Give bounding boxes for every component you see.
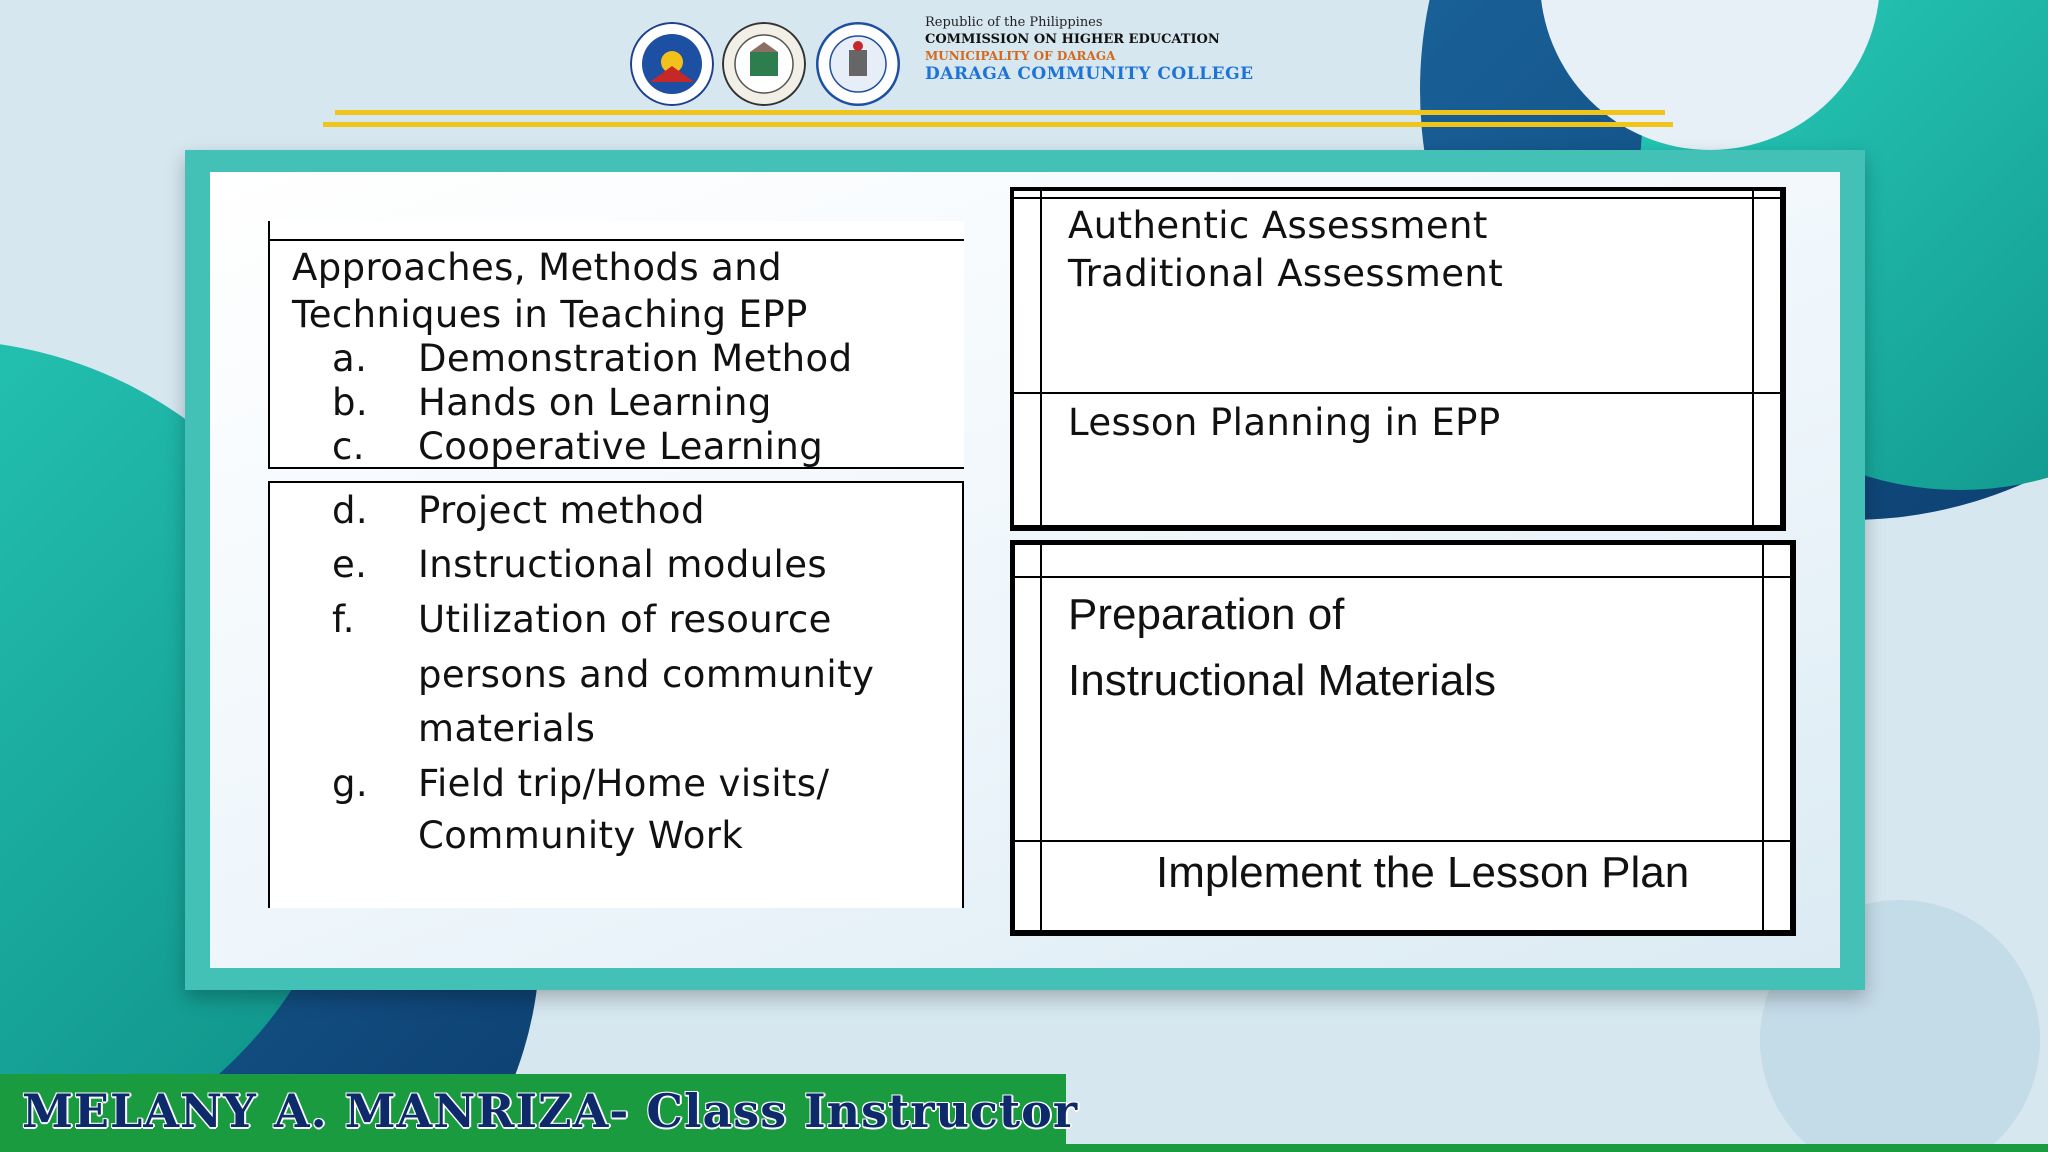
methods-title-line1: Approaches, Methods and [292,246,782,289]
assessment-box [1010,187,1786,531]
methods-title-line2: Techniques in Teaching EPP [292,293,808,336]
gold-divider-bottom [323,122,1673,127]
college-seal-icon [816,22,900,106]
rule [1752,187,1754,531]
item-letter: d. [332,489,369,532]
rule [1010,840,1796,842]
rule [268,239,964,241]
header [0,0,2048,130]
item-instructional-modules: Instructional modules [418,543,828,586]
lesson-planning: Lesson Planning in EPP [1068,401,1501,444]
item-hands-on: Hands on Learning [418,381,772,424]
rule [1010,187,1786,191]
rule [1010,930,1796,936]
municipality-seal-icon [722,22,806,106]
rule [1780,187,1786,531]
ched-seal-icon [630,22,714,106]
item-resource-line3: materials [418,707,596,750]
traditional-assessment: Traditional Assessment [1068,252,1504,295]
rule [1790,540,1796,936]
materials-box [1010,540,1796,936]
rule [1762,540,1764,936]
methods-box-bottom [268,481,964,908]
rule [1010,540,1015,936]
rule [1010,197,1786,199]
item-letter: f. [332,598,355,641]
republic-line: Republic of the Philippines [925,15,1103,30]
methods-box-top [268,221,964,469]
item-cooperative: Cooperative Learning [418,425,824,468]
implement-lesson-plan: Implement the Lesson Plan [1156,848,1690,897]
rule [268,221,270,469]
footer-strip [1066,1144,2048,1152]
item-project-method: Project method [418,489,705,532]
municipality-line: MUNICIPALITY OF DARAGA [925,49,1116,63]
item-letter: e. [332,543,368,586]
item-field-trip-line2: Community Work [418,814,744,857]
header-text [925,16,1254,83]
item-resource-line2: persons and community [418,653,875,696]
item-letter: g. [332,762,369,805]
rule [1010,525,1786,531]
rule [1010,392,1786,394]
item-field-trip-line1: Field trip/Home visits/ [418,762,830,805]
item-letter: c. [332,425,365,468]
instructor-name: MELANY A. MANRIZA- Class Instructor [22,1084,1079,1138]
ched-line: COMMISSION ON HIGHER EDUCATION [925,32,1220,47]
rule [1010,540,1796,545]
rule [1010,187,1014,531]
authentic-assessment: Authentic Assessment [1068,204,1488,247]
college-name: DARAGA COMMUNITY COLLEGE [925,64,1254,84]
rule [1040,187,1042,531]
rule [1040,540,1042,936]
item-resource-line1: Utilization of resource [418,598,832,641]
preparation-line2: Instructional Materials [1068,656,1496,705]
instructor-banner [0,1074,1079,1152]
item-letter: a. [332,337,368,380]
item-demonstration: Demonstration Method [418,337,853,380]
gold-divider-top [335,110,1665,115]
preparation-line1: Preparation of [1068,590,1345,639]
item-letter: b. [332,381,369,424]
rule [1010,576,1796,578]
